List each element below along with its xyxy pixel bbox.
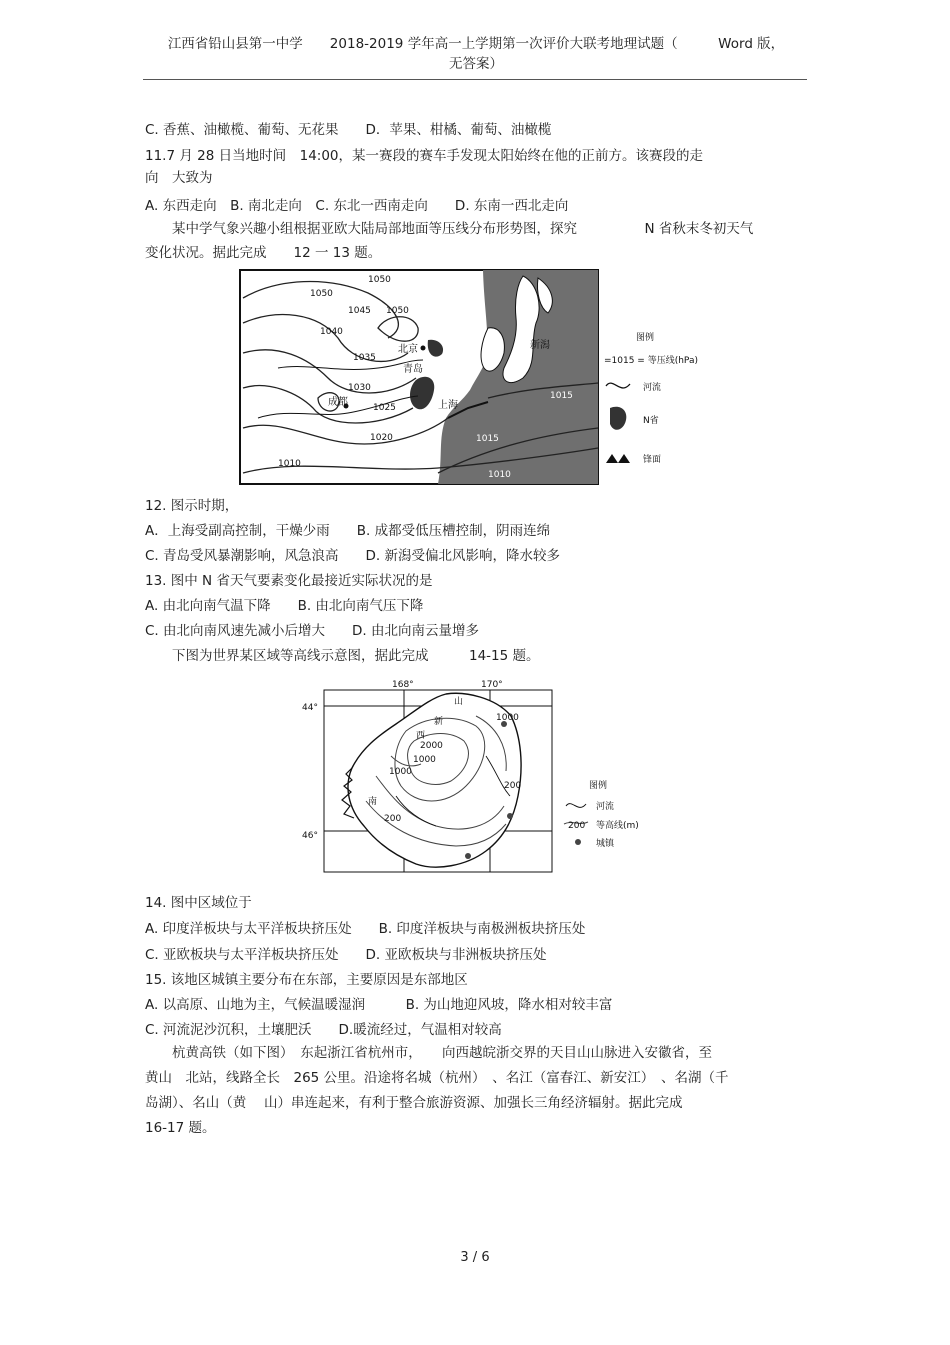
map-label: 新 bbox=[434, 717, 444, 727]
city-label: 上海 bbox=[438, 400, 458, 411]
legend-contour-value: 200 bbox=[568, 821, 586, 831]
city-label: 成都 bbox=[328, 397, 348, 408]
intro-16-17-cont: 岛湖）、名山（黄 山）串连起来，有利于整合旅游资源、加强长三角经济辐射。据此完成 bbox=[145, 1095, 683, 1111]
city-label: 北京 bbox=[398, 344, 418, 355]
isobar-label: 1010 bbox=[488, 470, 511, 480]
page-header bbox=[145, 34, 807, 74]
legend-title: 图例 bbox=[636, 333, 655, 343]
intro-16-17-end: 16-17 题。 bbox=[145, 1120, 216, 1136]
contour-label: 2000 bbox=[420, 741, 443, 751]
page-number: 3 / 6 bbox=[460, 1250, 490, 1265]
legend-river: 河流 bbox=[596, 802, 615, 812]
question-15-cd: C. 河流泥沙沉积，土壤肥沃 D.暖流经过，气温相对较高 bbox=[145, 1022, 502, 1038]
map-label: 西 bbox=[416, 731, 426, 741]
intro-16-17-cont: 黄山 北站，线路全长 265 公里。沿途将名城（杭州） 、名江（富春江、新安江） 、名湖（千 bbox=[145, 1070, 729, 1086]
isobar-label: 1015 bbox=[476, 434, 499, 444]
contour-label: 200 bbox=[384, 814, 402, 824]
question-12: 12. 图示时期， bbox=[145, 498, 239, 514]
lon-label: 170° bbox=[481, 680, 503, 690]
question-12-ab: A．上海受副高控制，干燥少雨 B. 成都受低压槽控制，阴雨连绵 bbox=[145, 523, 551, 539]
isobar-label: 1045 bbox=[348, 306, 371, 316]
question-14: 14. 图中区域位于 bbox=[145, 895, 252, 911]
map-label: 山 bbox=[454, 697, 464, 707]
map-label: 南 bbox=[368, 797, 378, 807]
legend-contour: 等高线(m) bbox=[596, 821, 639, 831]
legend-city: 城镇 bbox=[596, 839, 615, 849]
contour-map bbox=[296, 676, 654, 882]
intro-14-15: 下图为世界某区域等高线示意图，据此完成 14-15 题。 bbox=[172, 648, 540, 664]
isobar-label: 1050 bbox=[368, 275, 391, 285]
isobar-label: 1040 bbox=[320, 327, 343, 337]
header-line-1: 江西省铅山县第一中学 2018-2019 学年高一上学期第一次评价大联考地理试题（ Word 版， bbox=[167, 36, 785, 52]
question-15-ab: A. 以高原、山地为主，气候温暖湿润 B. 为山地迎风坡，降水相对较丰富 bbox=[145, 997, 613, 1013]
legend-river: 河流 bbox=[643, 383, 662, 393]
question-11-options: A. 东西走向 B. 南北走向 C. 东北一西南走向 D. 东南一西北走向 bbox=[145, 198, 569, 214]
city-label: 青岛 bbox=[403, 364, 423, 375]
header-divider bbox=[143, 79, 807, 80]
question-11: 11.7 月 28 日当地时间 14:00，某一赛段的赛车手发现太阳始终在他的正前方。该赛段的走 bbox=[145, 148, 704, 164]
option-line: C. 香蕉、油橄榄、葡萄、无花果 D．苹果、柑橘、葡萄、油橄榄 bbox=[145, 122, 552, 138]
isobar-label: 1050 bbox=[386, 306, 409, 316]
intro-12-13: 某中学气象兴趣小组根据亚欧大陆局部地面等压线分布形势图，探究 N 省秋末冬初天气 bbox=[172, 221, 754, 237]
intro-12-13-cont: 变化状况。据此完成 12 一 13 题。 bbox=[145, 245, 382, 261]
legend-front: 锋面 bbox=[643, 455, 662, 465]
question-11-cont: 向 大致为 bbox=[145, 170, 213, 186]
isobar-label: 1015 bbox=[550, 391, 573, 401]
question-13: 13. 图中 N 省天气要素变化最接近实际状况的是 bbox=[145, 573, 433, 589]
intro-16-17: 杭黄高铁（如下图） 东起浙江省杭州市， 向西越皖浙交界的天目山山脉进入安徽省，至 bbox=[172, 1045, 712, 1061]
isobar-map bbox=[238, 268, 712, 488]
isobar-label: 1020 bbox=[370, 433, 393, 443]
contour-label: 1000 bbox=[389, 767, 412, 777]
contour-label: 200 bbox=[504, 781, 522, 791]
legend-title: 图例 bbox=[589, 781, 608, 791]
lon-label: 168° bbox=[392, 680, 414, 690]
header-line-2: 无答案） bbox=[449, 56, 503, 72]
lat-label: 46° bbox=[302, 831, 318, 841]
isobar-label: 1030 bbox=[348, 383, 371, 393]
lat-label: 44° bbox=[302, 703, 318, 713]
town-marker bbox=[507, 813, 513, 819]
legend-isobar: =1015 = 等压线(hPa) bbox=[604, 356, 698, 366]
contour-label: 1000 bbox=[496, 713, 519, 723]
contour-label: 1000 bbox=[413, 755, 436, 765]
question-13-cd: C. 由北向南风速先减小后增大 D. 由北向南云量增多 bbox=[145, 623, 479, 639]
question-13-ab: A. 由北向南气温下降 B. 由北向南气压下降 bbox=[145, 598, 424, 614]
question-14-ab: A. 印度洋板块与太平洋板块挤压处 B. 印度洋板块与南极洲板块挤压处 bbox=[145, 921, 586, 937]
legend-n: N省 bbox=[643, 416, 659, 426]
town-icon bbox=[575, 839, 581, 845]
question-12-cd: C. 青岛受风暴潮影响，风急浪高 D. 新潟受偏北风影响，降水较多 bbox=[145, 548, 560, 564]
question-14-cd: C. 亚欧板块与太平洋板块挤压处 D. 亚欧板块与非洲板块挤压处 bbox=[145, 947, 547, 963]
city-label: 新潟 bbox=[530, 340, 550, 351]
isobar-label: 1025 bbox=[373, 403, 396, 413]
town-marker bbox=[465, 853, 471, 859]
question-15: 15. 该地区城镇主要分布在东部，主要原因是东部地区 bbox=[145, 972, 468, 988]
isobar-label: 1050 bbox=[310, 289, 333, 299]
isobar-label: 1010 bbox=[278, 459, 301, 469]
isobar-label: 1035 bbox=[353, 353, 376, 363]
